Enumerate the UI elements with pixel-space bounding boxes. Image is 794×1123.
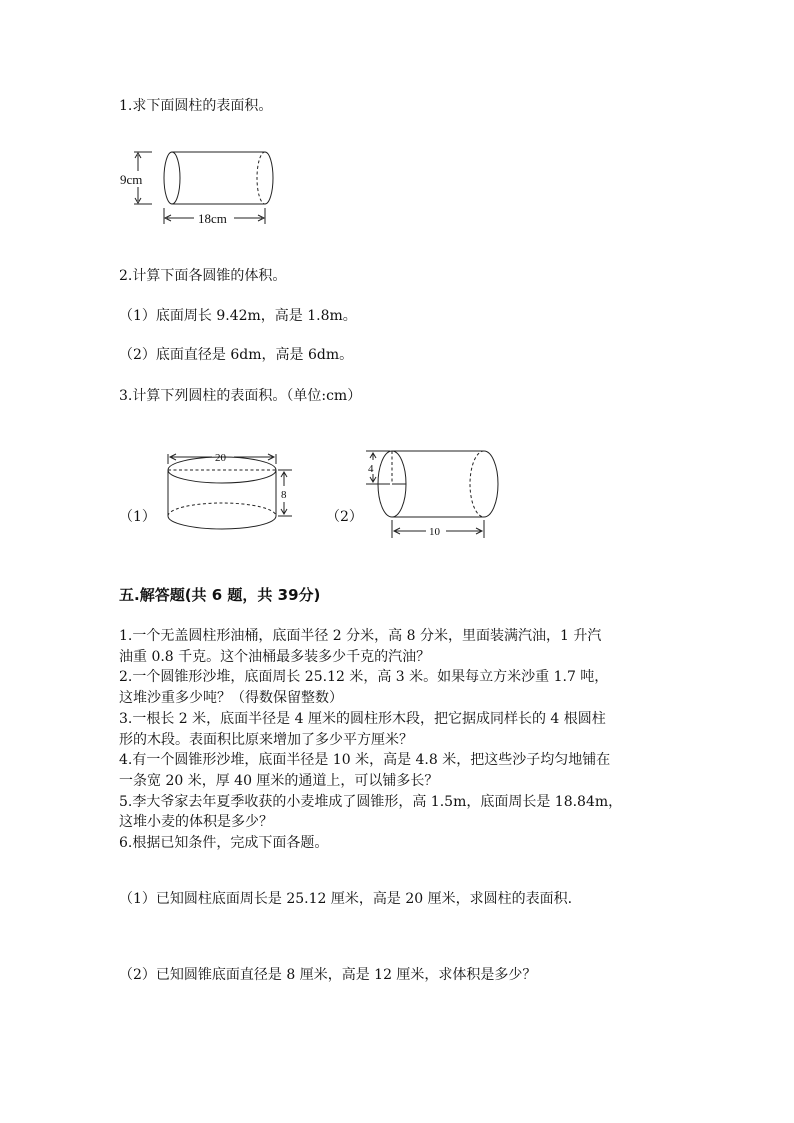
q3-fig2-height: 4 <box>368 463 374 475</box>
section5-line: 6.根据已知条件，完成下面各题。 <box>119 835 329 852</box>
section5-line: 油重 0.8 千克。这个油桶最多装多少千克的汽油？ <box>119 648 431 665</box>
section5-sub-2: （2）已知圆锥底面直径是 8 厘米，高是 12 厘米，求体积是多少？ <box>119 967 537 983</box>
cylinder-left-face <box>164 152 180 204</box>
q3-fig2-label: （2） <box>326 509 363 525</box>
q2-item-1: （1）底面周长 9.42m，高是 1.8m。 <box>119 308 357 324</box>
q3-title: 3.计算下列圆柱的表面积。（单位:cm） <box>119 388 362 404</box>
section5-heading: 五.解答题(共 6 题，共 39分) <box>119 586 321 604</box>
section5-line: 这堆小麦的体积是多少？ <box>119 814 273 831</box>
q1-height-label: 9cm <box>120 172 143 187</box>
section5-sub-1: （1）已知圆柱底面周长是 25.12 厘米，高是 20 厘米，求圆柱的表面积. <box>119 891 573 907</box>
section5-line: 一条宽 20 米，厚 40 厘米的通道上，可以铺多长？ <box>119 772 439 789</box>
q1-title: 1.求下面圆柱的表面积。 <box>119 98 273 114</box>
section5-line: 1.一个无盖圆柱形油桶，底面半径 2 分米，高 8 分米，里面装满汽油，1 升汽 <box>119 628 602 644</box>
q3-fig2-length: 10 <box>429 526 440 538</box>
section5-line: 2.一个圆锥形沙堆，底面周长 25.12 米，高 3 米。如果每立方米沙重 1.7 吨， <box>119 669 609 686</box>
q3-fig1-label: （1） <box>119 509 156 525</box>
q3-fig1-height: 8 <box>281 489 287 501</box>
section5-line: 这堆沙重多少吨？（得数保留整数） <box>119 690 343 707</box>
q3-cylinder-2-figure <box>364 446 504 538</box>
q2-item-2: （2）底面直径是 6dm，高是 6dm。 <box>119 347 354 363</box>
section5-line: 5.李大爷家去年夏季收获的小麦堆成了圆锥形，高 1.5m，底面周长是 18.84m， <box>119 793 623 810</box>
q1-length-label: 18cm <box>198 211 227 226</box>
q2-title: 2.计算下面各圆锥的体积。 <box>119 268 287 284</box>
section5-line: 3.一根长 2 米，底面半径是 4 厘米的圆柱形木段，把它据成同样长的 4 根圆柱 <box>119 710 606 727</box>
q1-cylinder-figure <box>118 144 288 232</box>
q3-cylinder-1-figure <box>160 442 300 534</box>
section5-line: 4.有一个圆锥形沙堆，底面半径是 10 米，高是 4.8 米，把这些沙子均匀地铺在 <box>119 752 611 769</box>
section5-line: 形的木段。表面积比原来增加了多少平方厘米？ <box>119 731 413 748</box>
section5-questions <box>119 626 679 854</box>
q3-fig1-diameter: 20 <box>215 452 226 464</box>
